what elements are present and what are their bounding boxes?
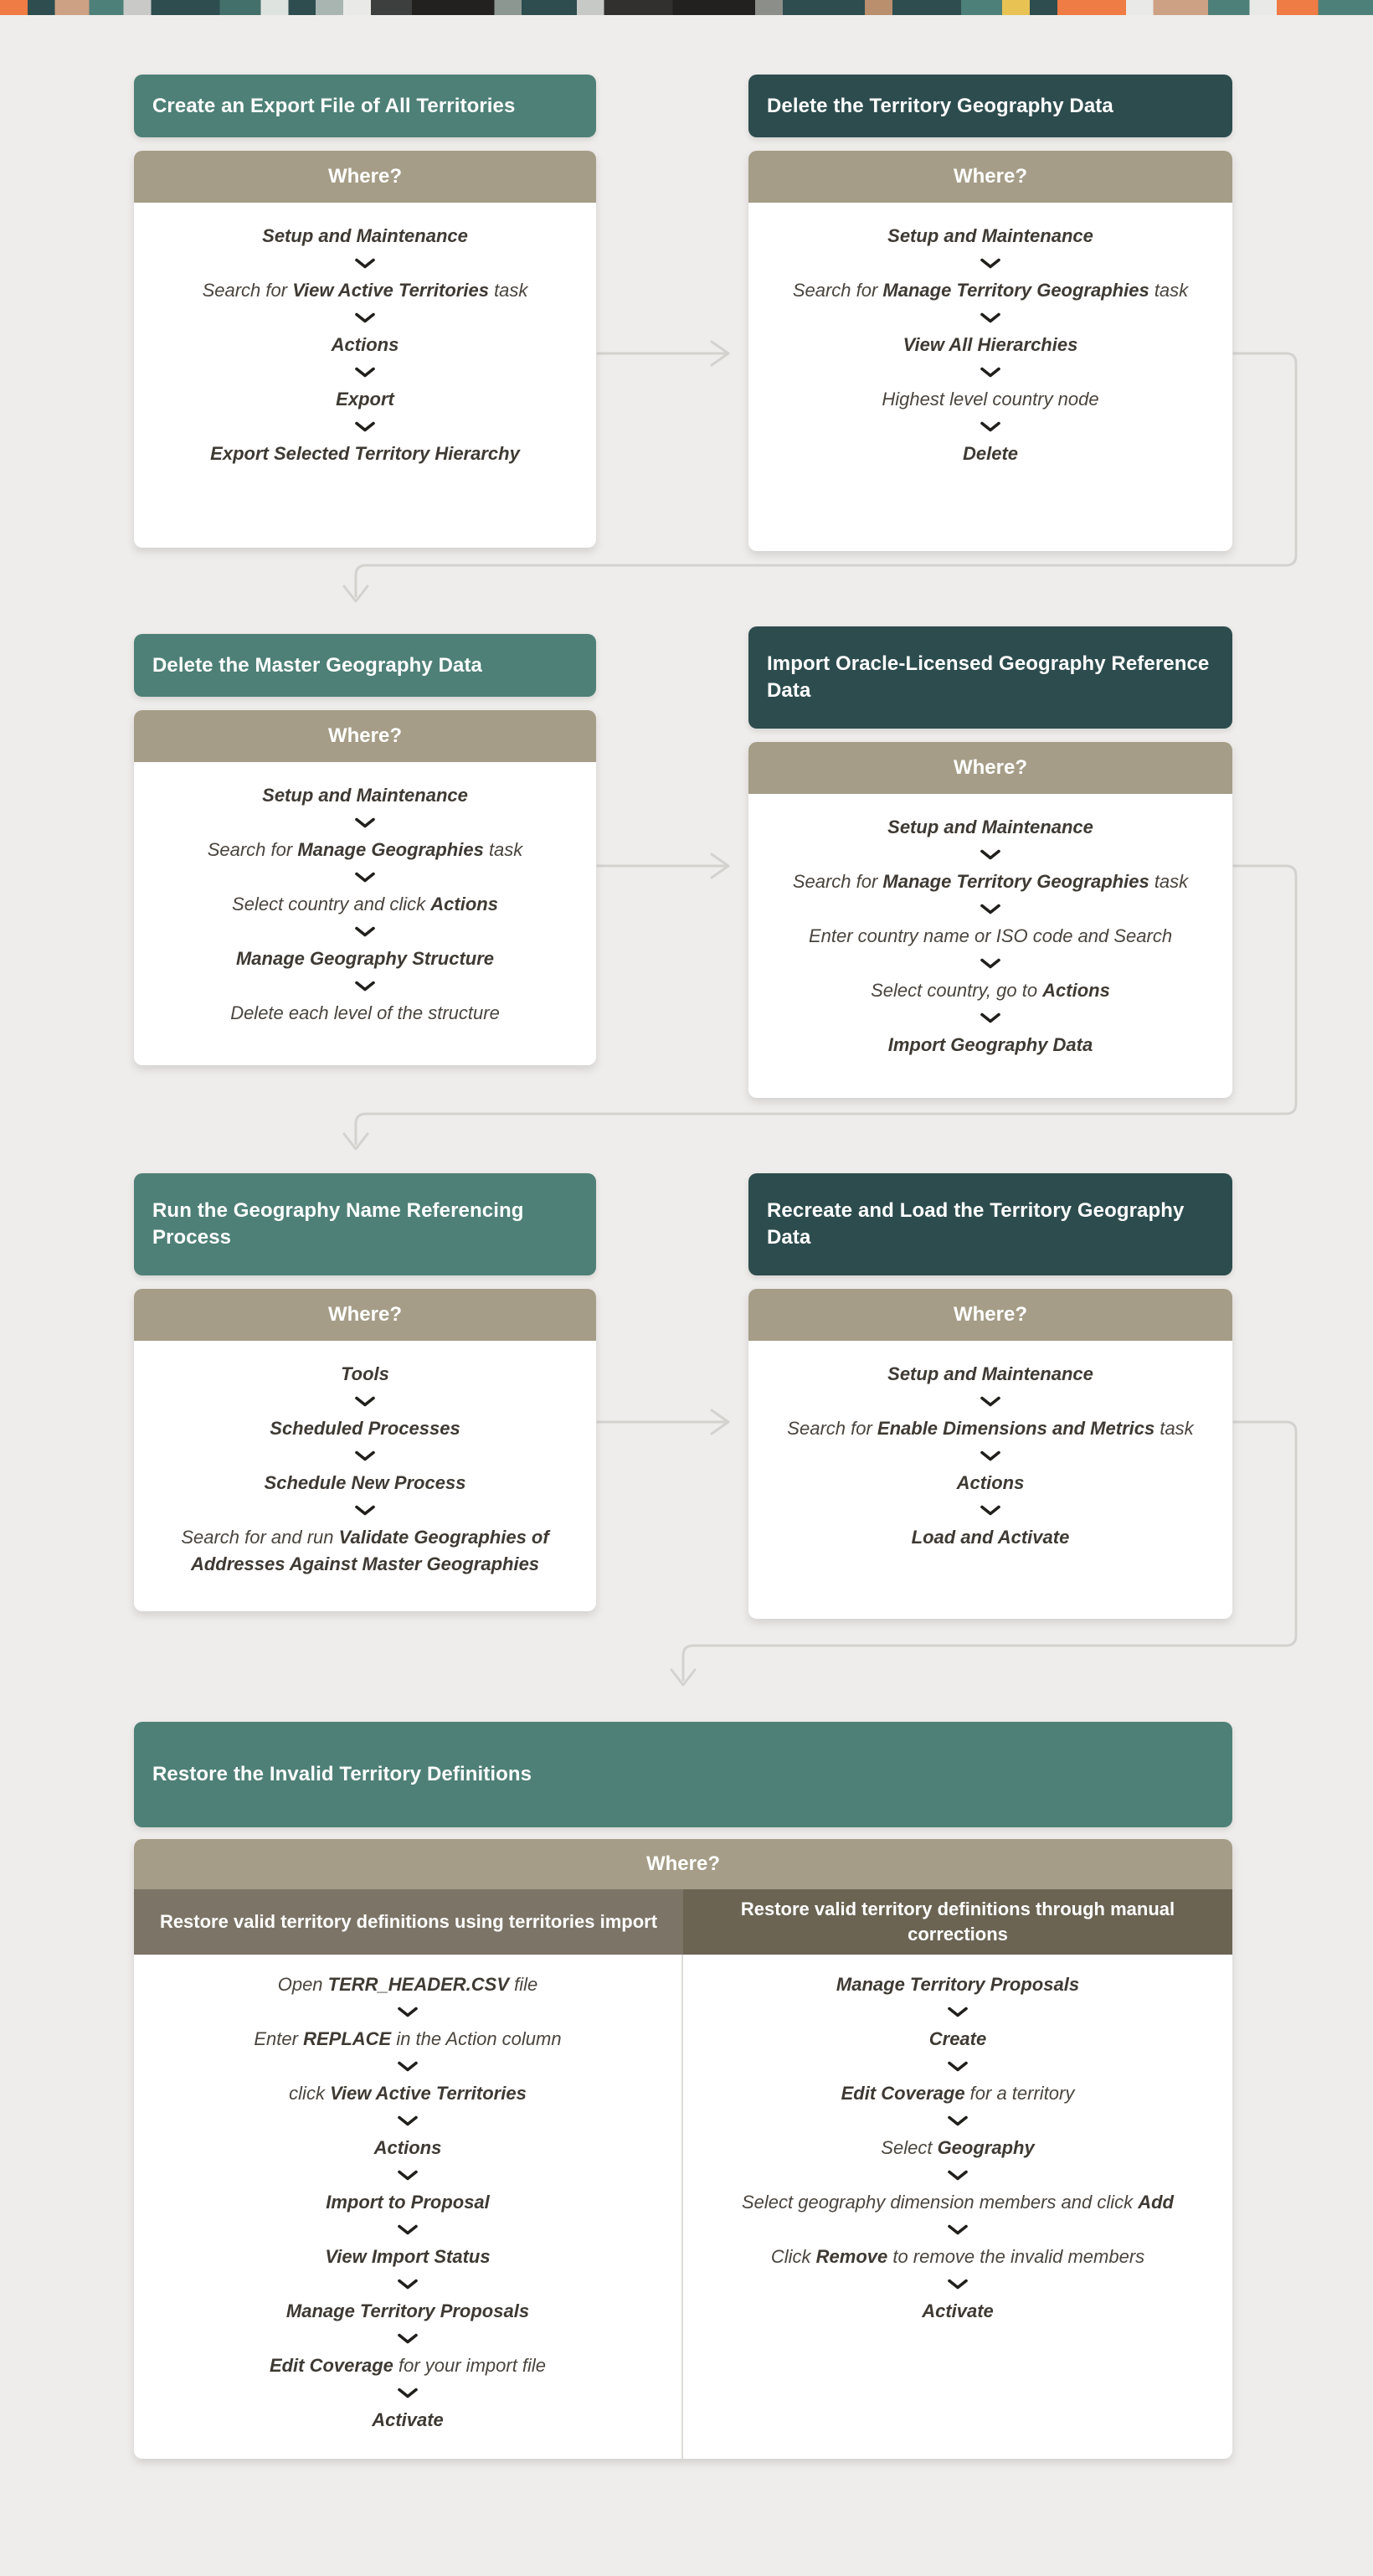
step-text: Manage Territory Proposals: [836, 1974, 1080, 1995]
step-text: Actions: [373, 2137, 442, 2158]
step-text: Search for View Active Territories task: [202, 280, 528, 301]
step-text: Search for Manage Territory Geographies task: [792, 871, 1189, 892]
step-text: Open TERR_HEADER.CSV file: [277, 1974, 538, 1995]
card-title: Recreate and Load the Territory Geography Data: [748, 1173, 1232, 1275]
chevron-down-icon: [980, 312, 1001, 323]
where-header: Where?: [134, 1839, 1232, 1889]
where-box: [748, 151, 1232, 551]
where-box: [134, 151, 596, 548]
steps-list-territories-import: [134, 1955, 683, 2459]
step-text: Load and Activate: [911, 1527, 1070, 1548]
chevron-down-icon: [947, 2061, 969, 2072]
card-title: Delete the Master Geography Data: [134, 634, 596, 697]
flow-card-import-geography-reference: [748, 626, 1232, 1098]
step-text: Setup and Maintenance: [887, 817, 1093, 837]
chevron-down-icon: [354, 258, 376, 269]
step-text: Select country, go to Actions: [871, 980, 1110, 1001]
chevron-down-icon: [980, 421, 1001, 432]
flow-card-delete-territory-geography: [748, 75, 1232, 551]
step-text: Enter country name or ISO code and Search: [808, 925, 1173, 946]
steps-list: [134, 762, 596, 1050]
chevron-down-icon: [980, 258, 1001, 269]
step-text: Activate: [922, 2300, 994, 2321]
card-title: Run the Geography Name Referencing Process: [134, 1173, 596, 1275]
steps-list: [748, 794, 1232, 1082]
step-text: Select Geography: [881, 2137, 1035, 2158]
chevron-down-icon: [397, 2224, 419, 2235]
card-title: Restore the Invalid Territory Definitions: [134, 1722, 1232, 1827]
step-text: Manage Territory Proposals: [285, 2300, 530, 2321]
chevron-down-icon: [947, 2279, 969, 2290]
step-text: Enter REPLACE in the Action column: [254, 2028, 562, 2049]
step-text: Highest level country node: [882, 389, 1099, 410]
chevron-down-icon: [354, 981, 376, 992]
columns-row: [134, 1955, 1232, 2459]
steps-list: [134, 1341, 596, 1601]
step-text: Import to Proposal: [326, 2192, 490, 2213]
where-header: Where?: [134, 1289, 596, 1341]
chevron-down-icon: [354, 1505, 376, 1516]
steps-list: [748, 1341, 1232, 1574]
chevron-down-icon: [354, 421, 376, 432]
step-text: Search for Manage Geographies task: [207, 839, 523, 860]
step-text: Schedule New Process: [264, 1472, 466, 1493]
chevron-down-icon: [947, 2224, 969, 2235]
chevron-down-icon: [354, 1450, 376, 1461]
chevron-down-icon: [947, 2170, 969, 2181]
chevron-down-icon: [980, 1396, 1001, 1407]
chevron-down-icon: [980, 849, 1001, 860]
step-text: Edit Coverage for a territory: [841, 2083, 1075, 2104]
step-text: Delete each level of the structure: [230, 1002, 500, 1023]
subheader-manual-corrections: Restore valid territory definitions through manual corrections: [683, 1889, 1232, 1955]
step-text: Select geography dimension members and click Add: [741, 2192, 1174, 2213]
chevron-down-icon: [397, 2061, 419, 2072]
step-text: click View Active Territories: [289, 2083, 527, 2104]
chevron-down-icon: [354, 926, 376, 937]
card-title: Delete the Territory Geography Data: [748, 75, 1232, 137]
step-text: Select country and click Actions: [232, 894, 498, 914]
step-text: Actions: [331, 334, 399, 355]
where-header: Where?: [134, 710, 596, 762]
chevron-down-icon: [397, 2115, 419, 2126]
step-text: Tools: [341, 1363, 389, 1384]
step-text: View Import Status: [325, 2246, 491, 2267]
chevron-down-icon: [354, 367, 376, 378]
flow-card-recreate-load-territory-geography: [748, 1173, 1232, 1619]
step-text: Search for and run Validate Geographies of Addresses Against Master Geographies: [181, 1527, 549, 1574]
chevron-down-icon: [397, 2007, 419, 2017]
step-text: Export: [336, 389, 394, 410]
steps-list: [134, 203, 596, 491]
chevron-down-icon: [354, 1396, 376, 1407]
where-header: Where?: [134, 151, 596, 203]
where-box: [748, 1289, 1232, 1619]
where-header: Where?: [748, 151, 1232, 203]
steps-list-manual-corrections: [683, 1955, 1232, 2459]
chevron-down-icon: [397, 2333, 419, 2344]
subheader-territories-import: Restore valid territory definitions using territories import: [134, 1889, 683, 1955]
where-box: [134, 1839, 1232, 2459]
step-text: Search for Manage Territory Geographies task: [792, 280, 1189, 301]
step-text: Delete: [962, 443, 1019, 464]
step-text: Export Selected Territory Hierarchy: [210, 443, 520, 464]
step-text: Manage Geography Structure: [235, 948, 495, 969]
where-box: [134, 710, 596, 1065]
chevron-down-icon: [397, 2170, 419, 2181]
card-title: Import Oracle-Licensed Geography Reference Data: [748, 626, 1232, 729]
chevron-down-icon: [980, 1450, 1001, 1461]
chevron-down-icon: [397, 2388, 419, 2398]
flow-card-restore-invalid-territories: [134, 1722, 1232, 2459]
chevron-down-icon: [980, 1012, 1001, 1023]
step-text: Actions: [956, 1472, 1025, 1493]
step-text: Setup and Maintenance: [262, 225, 468, 246]
chevron-down-icon: [354, 872, 376, 883]
step-text: Edit Coverage for your import file: [269, 2355, 547, 2376]
subheaders-row: [134, 1889, 1232, 1955]
step-text: Setup and Maintenance: [887, 1363, 1093, 1384]
step-text: View All Hierarchies: [902, 334, 1078, 355]
flow-card-geography-name-referencing: [134, 1173, 596, 1611]
where-header: Where?: [748, 742, 1232, 794]
where-box: [748, 742, 1232, 1098]
where-header: Where?: [748, 1289, 1232, 1341]
chevron-down-icon: [980, 1505, 1001, 1516]
chevron-down-icon: [354, 817, 376, 828]
step-text: Activate: [372, 2409, 444, 2430]
chevron-down-icon: [980, 367, 1001, 378]
chevron-down-icon: [980, 958, 1001, 969]
chevron-down-icon: [980, 904, 1001, 914]
step-text: Setup and Maintenance: [262, 785, 468, 806]
step-text: Create: [928, 2028, 987, 2049]
step-text: Click Remove to remove the invalid members: [770, 2246, 1145, 2267]
card-title: Create an Export File of All Territories: [134, 75, 596, 137]
steps-list: [748, 203, 1232, 491]
step-text: Search for Enable Dimensions and Metrics task: [787, 1418, 1194, 1439]
where-box: [134, 1289, 596, 1611]
step-text: Scheduled Processes: [270, 1418, 460, 1439]
chevron-down-icon: [947, 2115, 969, 2126]
chevron-down-icon: [397, 2279, 419, 2290]
flow-card-create-export-file: [134, 75, 596, 548]
step-text: Import Geography Data: [887, 1034, 1093, 1055]
chevron-down-icon: [947, 2007, 969, 2017]
flow-card-delete-master-geography: [134, 634, 596, 1065]
chevron-down-icon: [354, 312, 376, 323]
step-text: Setup and Maintenance: [887, 225, 1093, 246]
